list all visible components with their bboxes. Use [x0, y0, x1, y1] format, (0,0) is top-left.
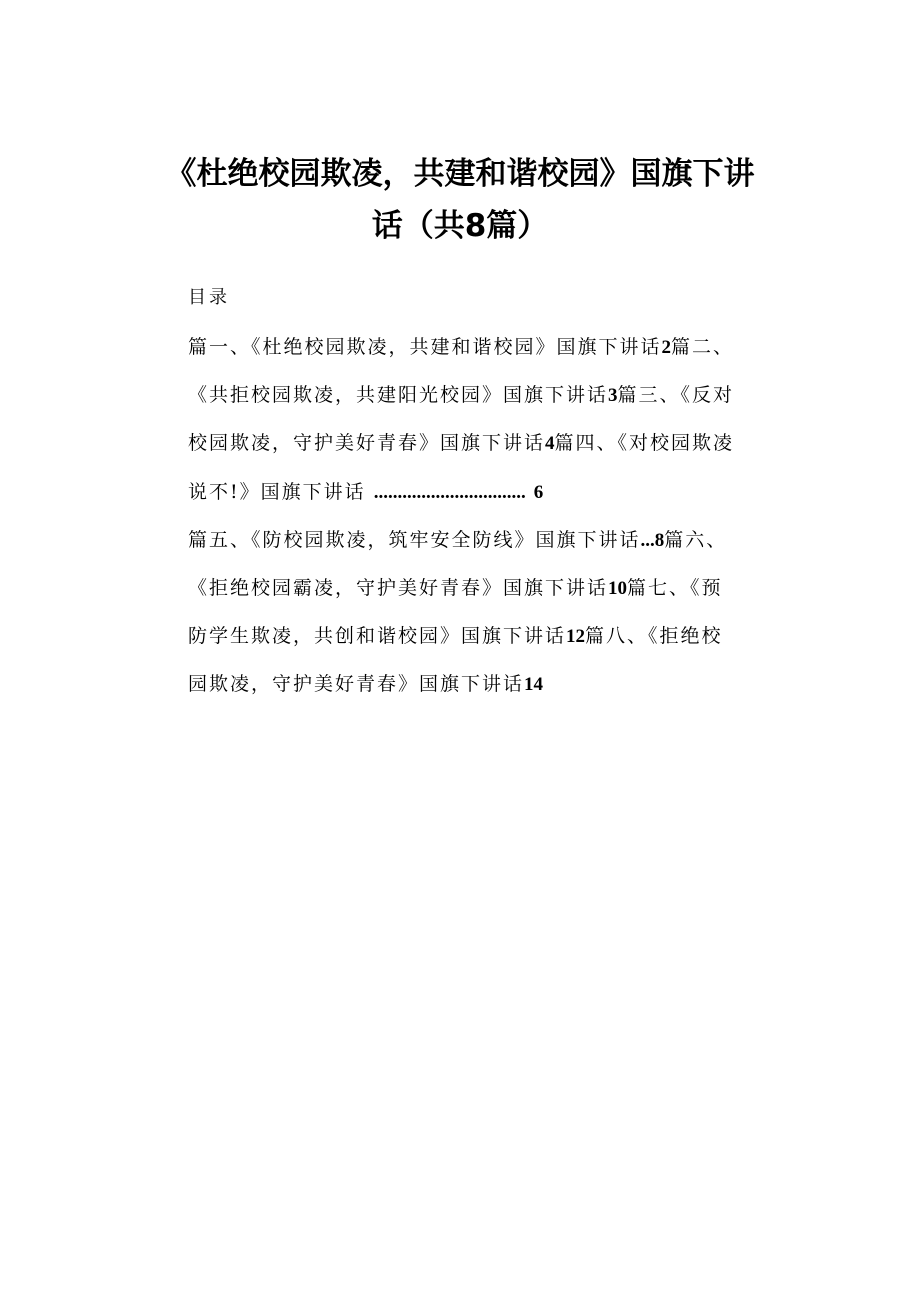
document-title-line-1: 《杜绝校园欺凌，共建和谐校园》国旗下讲: [165, 156, 755, 192]
toc-page-number: 8: [654, 530, 665, 551]
toc-text: 篇一、《杜绝校园欺凌，共建和谐校园》国旗下讲话: [188, 336, 662, 358]
toc-page-number: 12: [566, 626, 586, 647]
toc-heading: 目录: [188, 287, 230, 308]
toc-leader-dots: ................................: [373, 482, 526, 503]
toc-text: 篇三、《反对: [617, 384, 735, 406]
toc-line: [188, 574, 723, 603]
toc-text: 篇七、《预: [627, 577, 723, 599]
toc-page-number: 10: [608, 578, 628, 599]
toc-page-number: 6: [533, 482, 544, 503]
toc-page-number: 14: [524, 674, 544, 695]
toc-line: [188, 381, 734, 410]
toc-text: 说不!》国旗下讲话: [188, 481, 366, 503]
toc-line: [188, 526, 727, 555]
toc-text: 防学生欺凌，共创和谐校园》国旗下讲话: [188, 625, 567, 647]
toc-text: 篇二、: [671, 336, 735, 358]
toc-line: [188, 670, 543, 699]
toc-text: 园欺凌，守护美好青春》国旗下讲话: [188, 673, 525, 695]
toc-text: 篇六、: [664, 529, 728, 551]
toc-page-number: 3: [608, 385, 618, 406]
toc-text: 篇五、《防校园欺凌，筑牢安全防线》国旗下讲话: [188, 529, 641, 551]
toc-line: [188, 333, 734, 362]
toc-page-number: 2: [661, 337, 672, 358]
toc-line: [188, 429, 734, 458]
toc-page-number: 4: [545, 433, 555, 454]
toc-text: 《拒绝校园霸凌，守护美好青春》国旗下讲话: [188, 577, 609, 599]
toc-line: [188, 478, 543, 507]
toc-line: [188, 622, 723, 651]
toc-text: 篇八、《拒绝校: [585, 625, 723, 647]
document-title-line-2: 话（共8篇）: [371, 208, 549, 244]
toc-text: 《共拒校园欺凌，共建阳光校园》国旗下讲话: [188, 384, 609, 406]
toc-text: 校园欺凌，守护美好青春》国旗下讲话: [188, 432, 546, 454]
toc-leader-dots: ...: [640, 530, 655, 551]
toc-text: 篇四、《对校园欺凌: [554, 432, 735, 454]
